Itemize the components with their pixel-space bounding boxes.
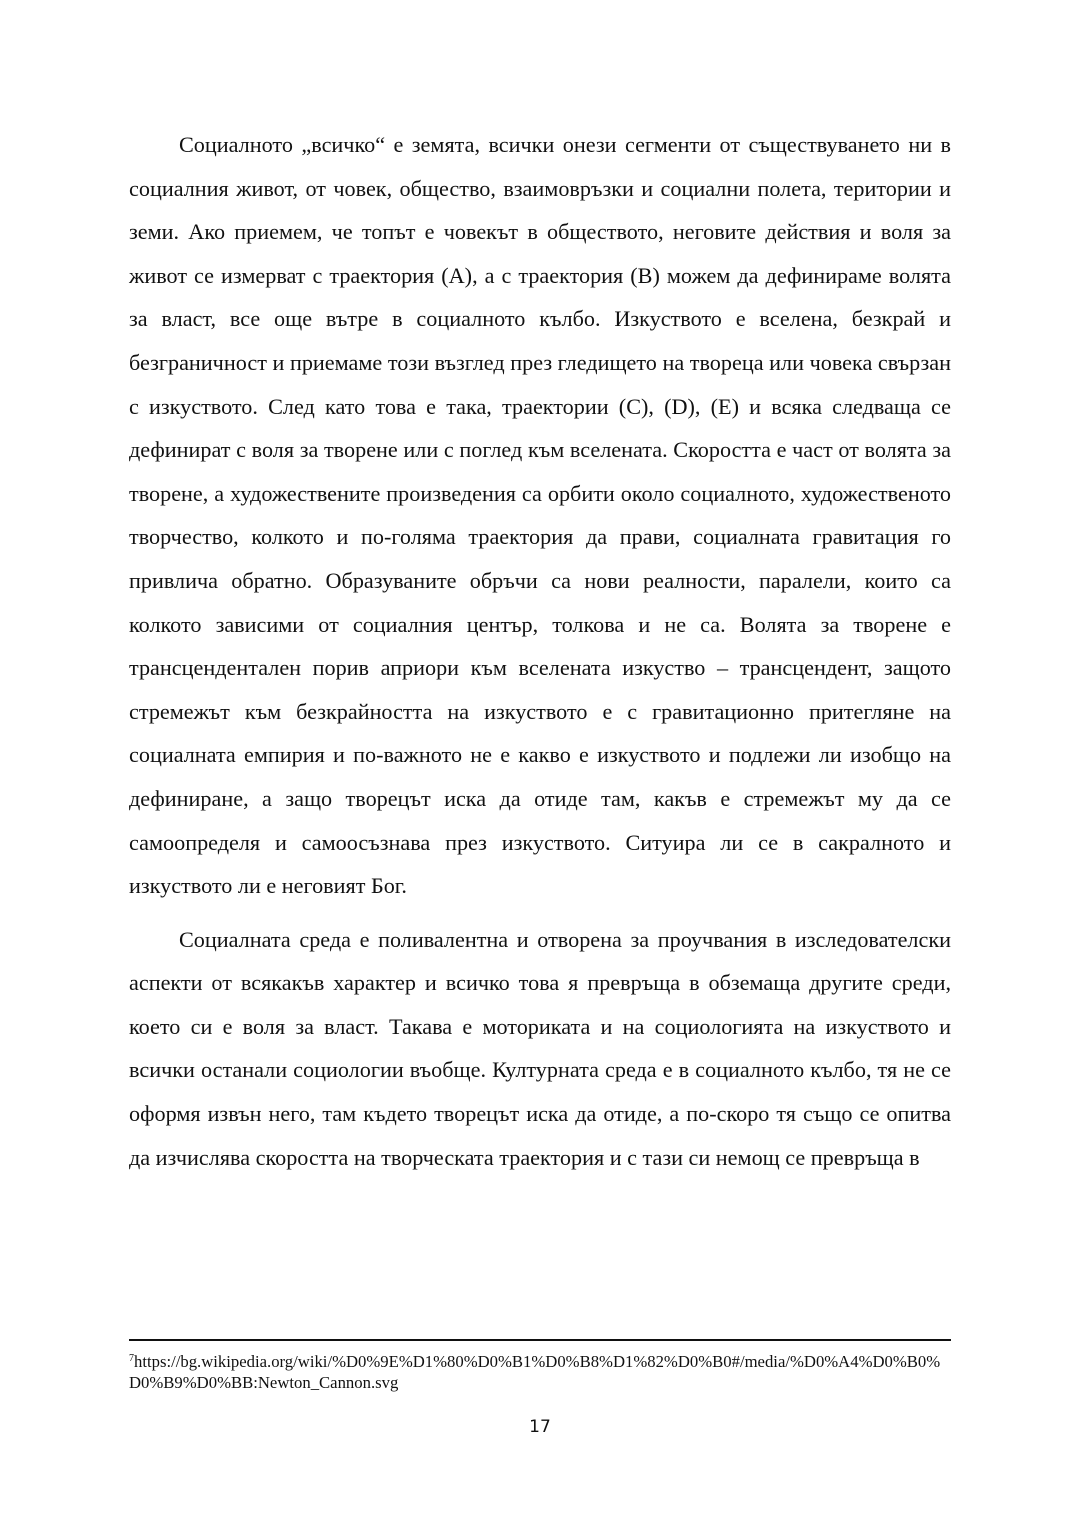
footnote-link: https://bg.wikipedia.org/wiki/%D0%9E%D1%80%D0%B1%D0%B8%D1%82%D0%B0#/media/%D0%A4%D0%B0%D0%B9%D0%BB:Newton_Cannon.svg [129, 1352, 941, 1392]
paragraph-2: Социалната среда е поливалентна и отворена за проучвания в изследователски аспекти от всякакъв характер и всичко това я превръща в обземаща другите среди, което си е воля за власт. Такава е моториката и на социологията на изкуството и всички останали социологии въобще. Културната среда е в социалното кълбо, тя не се оформя извън него, там където творецът иска да отиде, а по-скоро тя също се опитва да изчислява скоростта на творческата траектория и с тази си немощ се превръща в [129, 926, 951, 1170]
page-number: 17 [529, 1417, 551, 1437]
body-text [129, 123, 951, 1179]
paragraph-1: Социалното „всичко“ е земята, всички онези сегменти от съществуването ни в социалния живот, от човек, общество, взаимовръзки и социални полета, територии и земи. Ако приемем, че топът е човекът в обществото, неговите действия и воля за живот се измерват с траектория (А), а с траектория (В) можем да дефинираме волята за власт, все още вътре в социалното кълбо. Изкуството е вселена, безкрай и безграничност и приемаме този възглед през гледището на твореца или човека свързан с изкуството. След като това е така, траектории (С), (D), (Е) и всяка следваща се дефинират с воля за творене или с поглед към вселената. Скоростта е част от волята за творене, а художествените произведения са орбити около социалното, художественото творчество, колкото и по-голяма траектория да прави, социалната гравитация го привлича обратно. Образуваните обръчи са нови реалности, паралели, които са колкото зависими от социалния център, толкова и не са. Волята за творене е трансцендентален порив априори към вселената изкуство – трансцендент, защото стремежът към безкрайността на изкуството е с гравитационно притегляне на социалната емпирия и по-важното не е какво е изкуството и подлежи ли изобщо на дефиниране, а защо творецът иска да отиде там, какъв е стремежът му да се самоопределя и самоосъзнава през изкуството. Ситуира ли се в сакралното и изкуството ли е неговият Бог. [129, 132, 951, 899]
footnote-divider [129, 1339, 951, 1341]
footnote-marker: 7 [129, 1353, 134, 1364]
footnote [129, 1351, 951, 1393]
